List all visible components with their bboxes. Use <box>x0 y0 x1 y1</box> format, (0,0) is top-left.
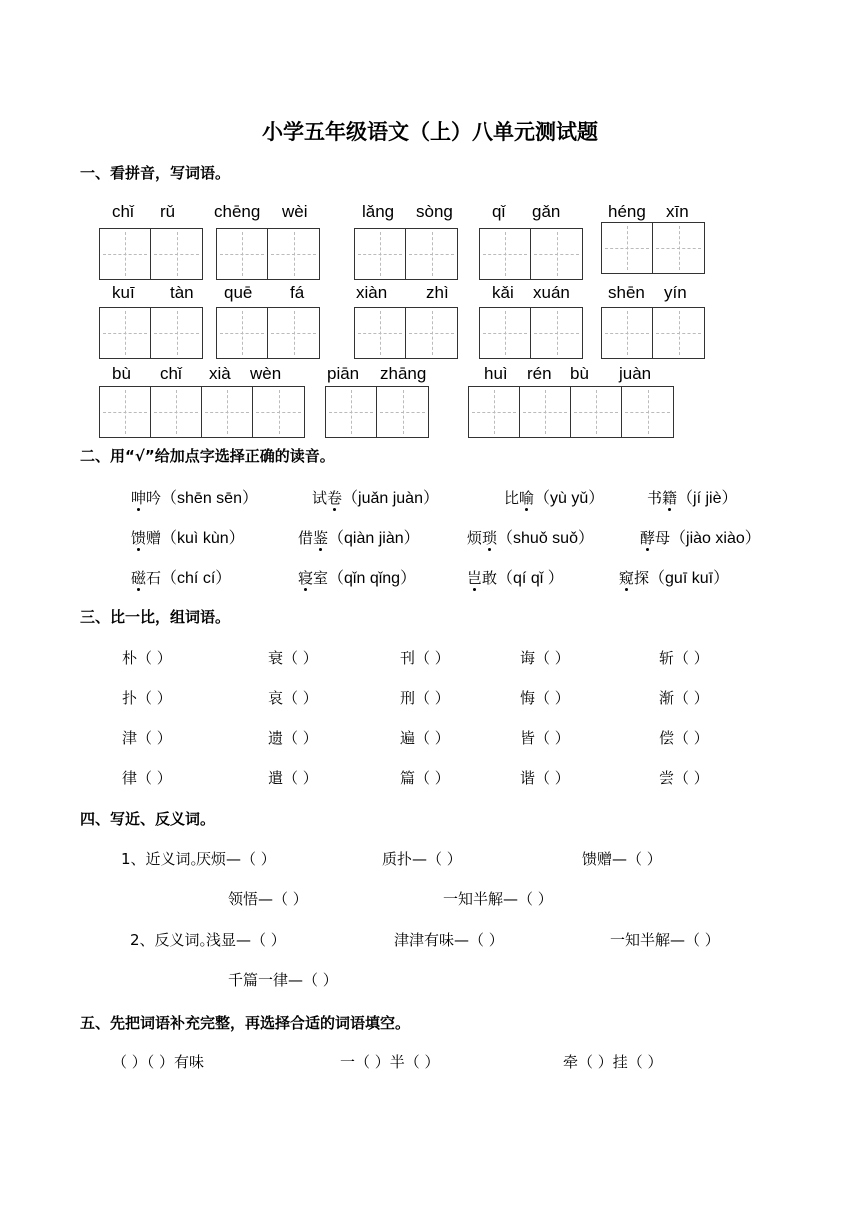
synonym-item[interactable]: 质扑—（ ） <box>382 850 462 868</box>
reading-item[interactable]: 比喻（yù yǔ） <box>504 489 605 507</box>
reading-item[interactable]: 馈赠（kuì kùn） <box>131 529 245 547</box>
page-title: 小学五年级语文（上）八单元测试题 <box>262 120 598 144</box>
pinyin: kǎi <box>492 283 514 302</box>
synonym-item[interactable]: 馈赠—（ ） <box>582 850 662 868</box>
pinyin: tàn <box>170 283 194 302</box>
pinyin: xià <box>209 364 231 383</box>
section-5-heading: 五、先把词语补充完整，再选择合适的词语填空。 <box>80 1014 411 1032</box>
antonym-item[interactable]: 一知半解—（ ） <box>610 931 720 949</box>
writing-grid[interactable] <box>354 228 458 280</box>
reading-item[interactable]: 窥探（guī kuī） <box>619 569 730 587</box>
reading-item[interactable]: 寝室（qǐn qǐng） <box>298 569 417 587</box>
pinyin: xuán <box>533 283 570 302</box>
pinyin: xiàn <box>356 283 388 302</box>
writing-grid[interactable] <box>479 228 583 280</box>
antonym-item[interactable]: 浅显—（ ） <box>206 931 286 949</box>
writing-grid[interactable] <box>216 228 320 280</box>
pinyin: juàn <box>619 364 652 383</box>
synonym-item[interactable]: 一知半解—（ ） <box>443 890 553 908</box>
writing-grid[interactable] <box>325 386 429 438</box>
pinyin: gǎn <box>532 202 561 221</box>
compare-item[interactable]: 朴（ ） <box>122 649 172 667</box>
compare-item[interactable]: 遗（ ） <box>268 729 318 747</box>
writing-grid[interactable] <box>216 307 320 359</box>
pinyin: héng <box>608 202 646 221</box>
synonym-item[interactable]: 领悟—（ ） <box>228 890 308 908</box>
pinyin: zhāng <box>380 364 427 383</box>
reading-item[interactable]: 烦琐（shuǒ suǒ） <box>467 529 594 547</box>
pinyin: shēn <box>608 283 645 302</box>
compare-item[interactable]: 皆（ ） <box>520 729 570 747</box>
writing-grid[interactable] <box>99 307 203 359</box>
compare-item[interactable]: 律（ ） <box>122 769 172 787</box>
compare-item[interactable]: 哀（ ） <box>268 689 318 707</box>
pinyin: wèn <box>250 364 282 383</box>
pinyin: sòng <box>416 202 453 221</box>
reading-item[interactable]: 试卷（juǎn juàn） <box>312 489 439 507</box>
synonym-label: 1、近义词。 <box>121 850 206 868</box>
pinyin: bù <box>570 364 589 383</box>
pinyin: huì <box>484 364 508 383</box>
compare-item[interactable]: 刑（ ） <box>400 689 450 707</box>
compare-item[interactable]: 悔（ ） <box>520 689 570 707</box>
writing-grid[interactable] <box>601 222 705 274</box>
pinyin: yín <box>664 283 687 302</box>
pinyin: quē <box>224 283 253 302</box>
compare-item[interactable]: 渐（ ） <box>659 689 709 707</box>
pinyin: rén <box>527 364 552 383</box>
compare-item[interactable]: 斩（ ） <box>659 649 709 667</box>
pinyin: lǎng <box>362 202 395 221</box>
reading-item[interactable]: 岂敢（qí qǐ ） <box>467 569 564 587</box>
compare-item[interactable]: 偿（ ） <box>659 729 709 747</box>
writing-grid[interactable] <box>468 386 674 438</box>
compare-item[interactable]: 尝（ ） <box>659 769 709 787</box>
antonym-item[interactable]: 千篇一律—（ ） <box>228 971 338 989</box>
pinyin: wèi <box>282 202 308 221</box>
pinyin: rǔ <box>160 202 176 221</box>
compare-item[interactable]: 遍（ ） <box>400 729 450 747</box>
pinyin: piān <box>327 364 360 383</box>
synonym-item[interactable]: 厌烦—（ ） <box>196 850 276 868</box>
fill-item[interactable]: 一（ ）半（ ） <box>340 1053 440 1071</box>
section-4-heading: 四、写近、反义词。 <box>80 810 216 828</box>
pinyin: fá <box>290 283 305 302</box>
compare-item[interactable]: 诲（ ） <box>520 649 570 667</box>
compare-item[interactable]: 津（ ） <box>122 729 172 747</box>
compare-item[interactable]: 刊（ ） <box>400 649 450 667</box>
section-2-heading: 二、用“√”给加点字选择正确的读音。 <box>80 447 335 465</box>
pinyin: chǐ <box>112 202 134 221</box>
compare-item[interactable]: 篇（ ） <box>400 769 450 787</box>
compare-item[interactable]: 遣（ ） <box>268 769 318 787</box>
writing-grid[interactable] <box>601 307 705 359</box>
pinyin: qǐ <box>492 202 506 221</box>
reading-item[interactable]: 呻吟（shēn sēn） <box>131 489 258 507</box>
pinyin: xīn <box>666 202 689 221</box>
pinyin: bù <box>112 364 131 383</box>
reading-item[interactable]: 磁石（chí cí） <box>131 569 232 587</box>
reading-item[interactable]: 酵母（jiào xiào） <box>640 529 761 547</box>
writing-grid[interactable] <box>99 386 305 438</box>
antonym-label: 2、反义词。 <box>130 931 215 949</box>
pinyin: chēng <box>214 202 261 221</box>
reading-item[interactable]: 书籍（jí jiè） <box>647 489 738 507</box>
antonym-item[interactable]: 津津有味—（ ） <box>394 931 504 949</box>
fill-item[interactable]: （ ）（ ）有味 <box>112 1053 205 1071</box>
writing-grid[interactable] <box>479 307 583 359</box>
fill-item[interactable]: 牵（ ）挂（ ） <box>563 1053 663 1071</box>
section-3-heading: 三、比一比，组词语。 <box>80 608 231 626</box>
compare-item[interactable]: 衰（ ） <box>268 649 318 667</box>
reading-item[interactable]: 借鉴（qiàn jiàn） <box>298 529 420 547</box>
pinyin: zhì <box>426 283 449 302</box>
writing-grid[interactable] <box>354 307 458 359</box>
section-1-heading: 一、看拼音，写词语。 <box>80 164 231 182</box>
writing-grid[interactable] <box>99 228 203 280</box>
pinyin: chǐ <box>160 364 182 383</box>
pinyin: kuī <box>112 283 135 302</box>
compare-item[interactable]: 谐（ ） <box>520 769 570 787</box>
compare-item[interactable]: 扑（ ） <box>122 689 172 707</box>
